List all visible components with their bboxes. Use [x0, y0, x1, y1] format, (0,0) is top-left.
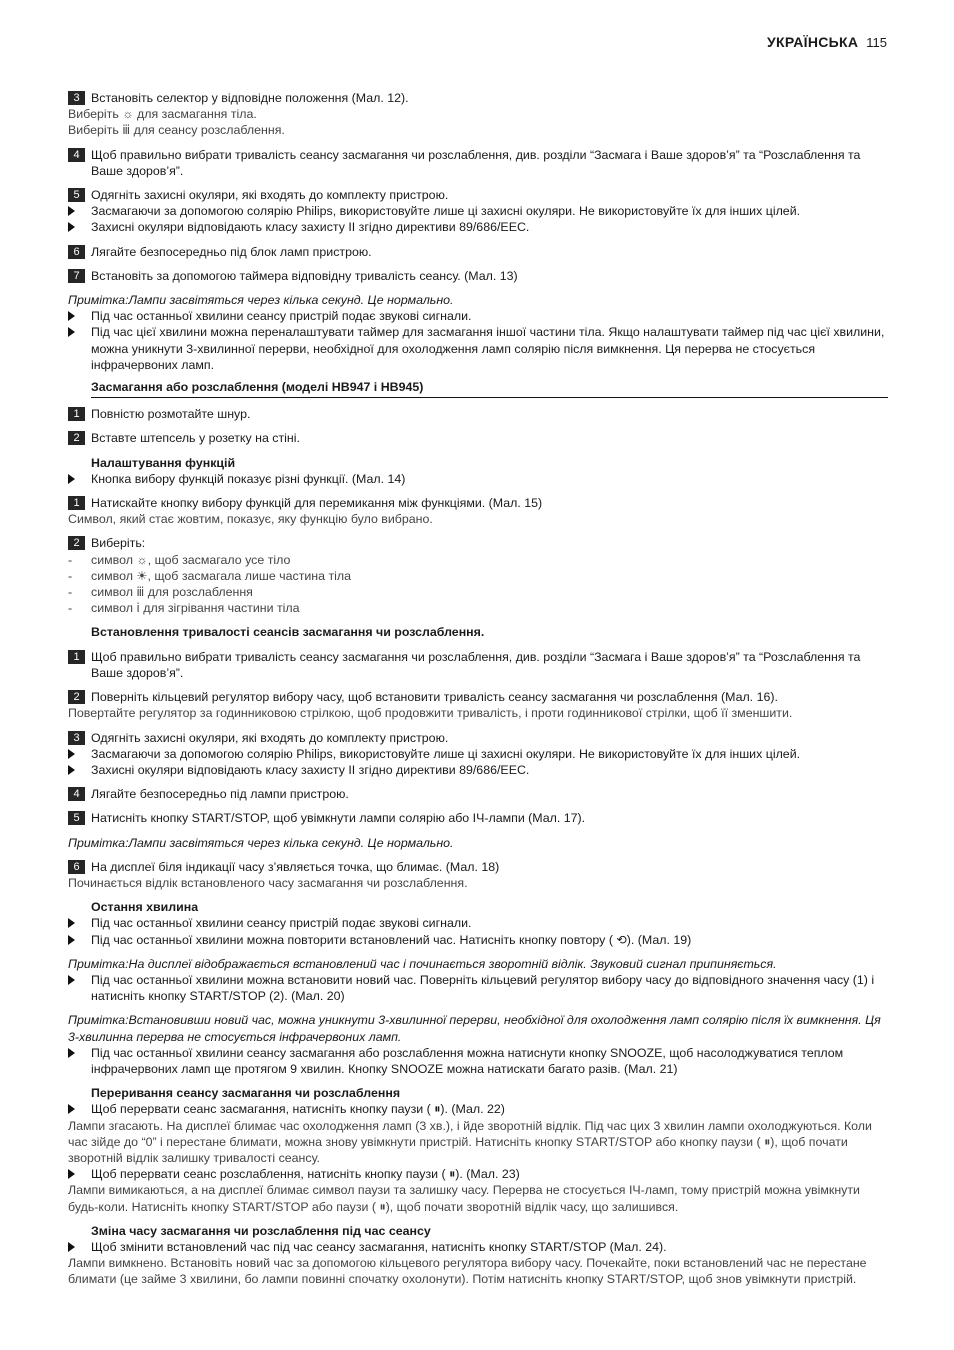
note — [68, 835, 888, 851]
dash-text: символ ☀, щоб засмагала лише частина тіла — [91, 568, 352, 583]
bullet-text: Захисні окуляри відповідають класу захисту II згідно директиви 89/686/EEC. — [91, 762, 530, 777]
step-item — [68, 495, 888, 511]
bullet-triangle-icon — [68, 1048, 75, 1058]
dash-marker: - — [68, 568, 73, 583]
step-text: Натискайте кнопку вибору функцій для перемикання між функціями. (Мал. 15) — [91, 496, 543, 511]
step-item — [68, 689, 888, 705]
dash-text: символ ☼, щоб засмагало усе тіло — [91, 552, 291, 567]
step-number: 2 — [68, 690, 85, 704]
bullet-triangle-icon — [68, 222, 75, 232]
bullet-item — [68, 324, 888, 373]
subheading — [91, 1223, 888, 1239]
dash-list-item — [68, 552, 888, 568]
subheading — [91, 624, 888, 640]
subheading-text: Встановлення тривалості сеансів засмагання чи розслаблення. — [91, 625, 485, 640]
subheading-text: Зміна часу засмагання чи розслаблення під час сеансу — [91, 1223, 431, 1238]
bullet-triangle-icon — [68, 975, 75, 985]
info-text — [68, 1182, 888, 1214]
info-text — [68, 511, 888, 527]
step-item — [68, 147, 888, 179]
step-number: 1 — [68, 407, 85, 421]
bullet-item — [68, 762, 888, 778]
bullet-text: Щоб перервати сеанс засмагання, натисніть кнопку паузи ( ⏸). (Мал. 22) — [91, 1102, 505, 1117]
note-text: Примітка:На дисплеї відображається встановлений час і починається зворотній відлік. Звуковий сигнал припиняється. — [68, 956, 777, 971]
dash-list-item — [68, 568, 888, 584]
paragraph-text: Повертайте регулятор за годинниковою стрілкою, щоб продовжити тривалість, і проти годинникової стрілки, щоб її зменшити. — [68, 706, 793, 721]
info-text — [68, 122, 888, 138]
dash-text: символ ⅲ для розслаблення — [91, 585, 253, 600]
step-item — [68, 535, 888, 551]
bullet-item — [68, 915, 888, 931]
dash-marker: - — [68, 601, 73, 616]
bullet-item — [68, 1101, 888, 1117]
info-text — [68, 106, 888, 122]
step-number: 5 — [68, 811, 85, 825]
bullet-text: Щоб перервати сеанс розслаблення, натисніть кнопку паузи ( ⏸). (Мал. 23) — [91, 1167, 520, 1182]
step-text: Щоб правильно вибрати тривалість сеансу засмагання чи розслаблення, див. розділи “Засмага і Ваше здоров’я” та “Розслаблення та Ваше здоров’я”. — [91, 147, 861, 178]
bullet-item — [68, 972, 888, 1004]
bullet-text: Під час цієї хвилини можна переналаштувати таймер для засмагання іншої частини тіла. Якщо налаштувати таймер під час цієї хвилини, можна уникнути 3-хвилинної перерви, необхідної для охолодження ламп солярію після вимкнення. Ця перерва не стосується інфрачервоних ламп. — [91, 325, 885, 372]
bullet-triangle-icon — [68, 474, 75, 484]
bullet-item — [68, 1045, 888, 1077]
step-number: 6 — [68, 245, 85, 259]
bullet-text: Засмагаючи за допомогою солярію Philips, використовуйте лише ці захисні окуляри. Не використовуйте їх для інших цілей. — [91, 746, 801, 761]
paragraph-text: Виберіть ⅲ для сеансу розслаблення. — [68, 123, 285, 138]
step-number: 3 — [68, 731, 85, 745]
note — [68, 1012, 888, 1044]
step-item — [68, 810, 888, 826]
step-text: Встановіть за допомогою таймера відповідну тривалість сеансу. (Мал. 13) — [91, 268, 518, 283]
dash-marker: - — [68, 585, 73, 600]
bullet-item — [68, 471, 888, 487]
bullet-item — [68, 203, 888, 219]
subheading — [91, 455, 888, 471]
paragraph-text: Лампи згасають. На дисплеї блимає час охолодження ламп (3 хв.), і йде зворотній відлік. Під час цих 3 хвилин лампи охолоджуються. Коли час зійде до “0” і перестане блимати, можна знову увімкнути пристрій. Натисніть кнопку START/STOP або кнопку паузи ( ⏸), щоб почати зворотній відлік залишку тривалості сеансу. — [68, 1118, 872, 1165]
info-text — [68, 875, 888, 891]
step-text: Одягніть захисні окуляри, які входять до комплекту пристрою. — [91, 188, 449, 203]
paragraph-text: Виберіть ☼ для засмагання тіла. — [68, 107, 257, 122]
step-text: Виберіть: — [91, 536, 146, 551]
bullet-triangle-icon — [68, 749, 75, 759]
page-header — [767, 34, 887, 50]
paragraph-text: Лампи вимкнено. Встановіть новий час за допомогою кільцевого регулятора вибору часу. Почекайте, поки встановлений час не перестане блимати (це займе 3 хвилини, бо лампи повинні спочатку охолонути). Потім натисніть кнопку START/STOP, щоб знов увімкнути пристрій. — [68, 1256, 867, 1287]
bullet-triangle-icon — [68, 935, 75, 945]
bullet-triangle-icon — [68, 1242, 75, 1252]
bullet-text: Щоб змінити встановлений час під час сеансу засмагання, натисніть кнопку START/STOP (Мал. 24). — [91, 1239, 667, 1254]
note — [68, 292, 888, 308]
note — [68, 956, 888, 972]
bullet-item — [68, 219, 888, 235]
paragraph-text: Лампи вимикаються, а на дисплеї блимає символ паузи та залишку часу. Перерва не стосується ІЧ-ламп, тому пристрій можна увімкнути будь-коли. Натисніть кнопку START/STOP або паузи ( ⏸), щоб почати зворотній відлік часу, що залишився. — [68, 1183, 860, 1214]
subheading-text: Переривання сеансу засмагання чи розслаблення — [91, 1086, 401, 1101]
step-number: 3 — [68, 91, 85, 105]
step-text: Лягайте безпосередньо під лампи пристрою. — [91, 787, 349, 802]
step-text: Щоб правильно вибрати тривалість сеансу засмагання чи розслаблення, див. розділи “Засмага і Ваше здоров’я” та “Розслаблення та Ваше здоров’я”. — [91, 649, 861, 680]
subheading — [91, 899, 888, 915]
page-number: 115 — [866, 35, 887, 50]
section-heading-text: Засмагання або розслаблення (моделі HB947 і HB945) — [91, 380, 424, 395]
step-item — [68, 730, 888, 746]
language-label: УКРАЇНСЬКА — [766, 34, 859, 50]
bullet-text: Під час останньої хвилини можна встановити новий час. Поверніть кільцевий регулятор вибору часу до відповідного значення часу (1) і натисніть кнопку START/STOP (2). (Мал. 20) — [91, 972, 875, 1004]
step-text: На дисплеї біля індикації часу з’являється точка, що блимає. (Мал. 18) — [91, 859, 500, 874]
step-item — [68, 786, 888, 802]
dash-list-item — [68, 600, 888, 616]
bullet-item — [68, 1239, 888, 1255]
manual-body — [68, 90, 888, 1288]
step-item — [68, 90, 888, 106]
step-number: 7 — [68, 269, 85, 283]
step-item — [68, 859, 888, 875]
step-number: 4 — [68, 787, 85, 801]
bullet-triangle-icon — [68, 206, 75, 216]
bullet-item — [68, 932, 888, 948]
step-number: 6 — [68, 860, 85, 874]
step-text: Вставте штепсель у розетку на стіні. — [91, 431, 300, 446]
step-item — [68, 244, 888, 260]
step-item — [68, 268, 888, 284]
step-text: Встановіть селектор у відповідне положення (Мал. 12). — [91, 91, 409, 105]
bullet-triangle-icon — [68, 765, 75, 775]
bullet-text: Засмагаючи за допомогою солярію Philips, використовуйте лише ці захисні окуляри. Не використовуйте їх для інших цілей. — [91, 204, 801, 219]
step-number: 1 — [68, 496, 85, 510]
info-text — [68, 1118, 888, 1167]
subheading — [91, 1085, 888, 1101]
bullet-triangle-icon — [68, 311, 75, 321]
note-text: Примітка:Встановивши новий час, можна уникнути 3-хвилинної перерви, необхідної для охолодження ламп солярію після їх вимкнення. Ця 3-хвилинна перерва не стосується інфрачервоних ламп. — [68, 1013, 881, 1044]
paragraph-text: Починається відлік встановленого часу засмагання чи розслаблення. — [68, 875, 468, 890]
bullet-triangle-icon — [68, 918, 75, 928]
bullet-text: Під час останньої хвилини сеансу пристрій подає звукові сигнали. — [91, 309, 472, 324]
step-number: 1 — [68, 650, 85, 664]
note-text: Примітка:Лампи засвітяться через кілька секунд. Це нормально. — [68, 835, 454, 850]
subheading-text: Налаштування функцій — [91, 455, 236, 470]
step-text: Повністю розмотайте шнур. — [91, 407, 251, 422]
bullet-text: Під час останньої хвилини сеансу засмагання або розслаблення можна натиснути кнопку SNOOZE, щоб насолоджуватися теплом інфрачервоних ламп ще протягом 9 хвилин. Кнопку SNOOZE можна натискати багато разів. (Мал. 21) — [91, 1045, 844, 1076]
info-text — [68, 705, 888, 721]
bullet-text: Захисні окуляри відповідають класу захисту II згідно директиви 89/686/EEC. — [91, 220, 530, 235]
bullet-text: Під час останньої хвилини сеансу пристрій подає звукові сигнали. — [91, 916, 472, 931]
note-text: Примітка:Лампи засвітяться через кілька секунд. Це нормально. — [68, 293, 454, 308]
dash-marker: - — [68, 552, 73, 567]
bullet-item — [68, 308, 888, 324]
bullet-text: Кнопка вибору функцій показує різні функції. (Мал. 14) — [91, 471, 406, 486]
dash-text: символ ⅰ для зігрівання частини тіла — [91, 601, 300, 616]
step-item — [68, 430, 888, 446]
bullet-item — [68, 1166, 888, 1182]
step-number: 2 — [68, 431, 85, 445]
subheading-text: Остання хвилина — [91, 900, 199, 915]
info-text — [68, 1255, 888, 1287]
bullet-triangle-icon — [68, 1169, 75, 1179]
step-text: Лягайте безпосередньо під блок ламп пристрою. — [91, 244, 372, 259]
step-text: Поверніть кільцевий регулятор вибору часу, щоб встановити тривалість сеансу засмагання чи розслаблення (Мал. 16). — [91, 690, 778, 705]
step-number: 5 — [68, 188, 85, 202]
bullet-triangle-icon — [68, 1104, 75, 1114]
step-number: 2 — [68, 536, 85, 550]
bullet-text: Під час останньої хвилини можна повторити встановлений час. Натисніть кнопку повтору ( ⟲). (Мал. 19) — [91, 932, 692, 947]
dash-list-item — [68, 584, 888, 600]
paragraph-text: Символ, який стає жовтим, показує, яку функцію було вибрано. — [68, 512, 433, 527]
bullet-triangle-icon — [68, 327, 75, 337]
section-heading — [68, 379, 888, 398]
step-number: 4 — [68, 148, 85, 162]
step-item — [68, 187, 888, 203]
step-text: Натисніть кнопку START/STOP, щоб увімкнути лампи солярію або ІЧ-лампи (Мал. 17). — [91, 811, 586, 826]
bullet-item — [68, 746, 888, 762]
step-item — [68, 406, 888, 422]
step-text: Одягніть захисні окуляри, які входять до комплекту пристрою. — [91, 730, 449, 745]
step-item — [68, 649, 888, 681]
